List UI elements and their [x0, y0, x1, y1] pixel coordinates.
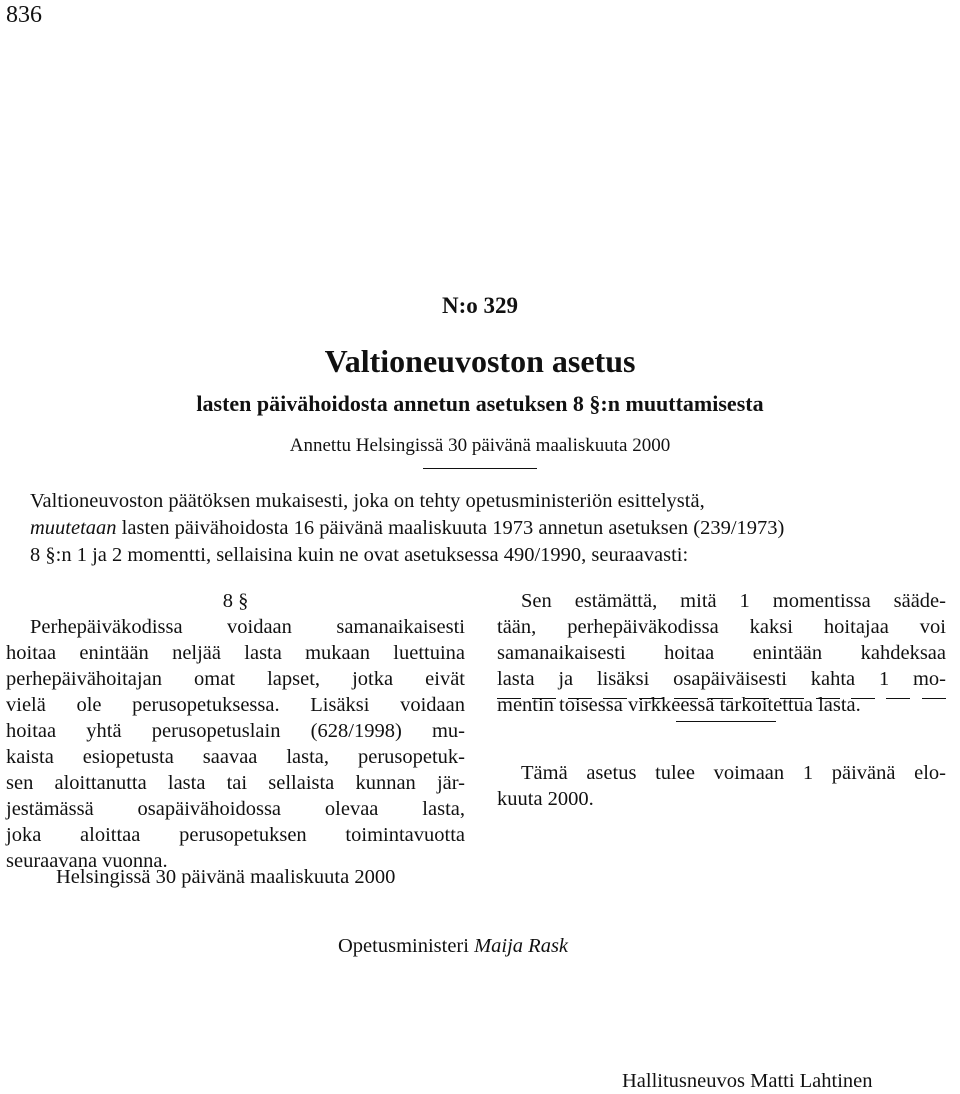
omission-dashes [497, 698, 946, 699]
counsellor-signature: Hallitusneuvos Matti Lahtinen [622, 1070, 873, 1092]
paragraph-line: kaista esiopetusta saavaa lasta, perusopetuk- [6, 746, 465, 768]
document-subtitle: lasten päivähoidosta annetun asetuksen 8 §:n muuttamisesta [196, 391, 764, 416]
paragraph-line: kuuta 2000. [497, 788, 594, 810]
title-divider [423, 468, 537, 469]
paragraph-line: joka aloittaa perusopetuksen toimintavuotta [6, 824, 465, 846]
paragraph-line: lasta ja lisäksi osapäiväisesti kahta 1 mo- [497, 668, 946, 690]
paragraph-line: tään, perhepäiväkodissa kaksi hoitajaa voi [497, 616, 946, 638]
paragraph-line: perhepäivähoitajan omat lapset, jotka eivät [6, 668, 465, 690]
preamble-emphasis: muutetaan [30, 517, 117, 539]
paragraph-line: hoitaa yhtä perusopetuslain (628/1998) mu- [6, 720, 465, 742]
paragraph-line: Perhepäiväkodissa voidaan samanaikaisesti [30, 616, 465, 638]
preamble-line-1: Valtioneuvoston päätöksen mukaisesti, joka on tehty opetusministeriön esittelystä, [30, 490, 705, 512]
paragraph-line: jestämässä osapäivähoidossa olevaa lasta, [6, 798, 465, 820]
paragraph-line: sen aloittanutta lasta tai sellaista kunnan jär- [6, 772, 465, 794]
document-title: Valtioneuvoston asetus [324, 343, 636, 379]
preamble-line-2-rest: lasten päivähoidosta 16 päivänä maaliskuuta 1973 annetun asetuksen (239/1973) [116, 517, 785, 539]
paragraph-line: vielä ole perusopetuksessa. Lisäksi voidaan [6, 694, 465, 716]
minister-name: Maija Rask [474, 935, 569, 957]
paragraph-line: mentin toisessa virkkeessä tarkoitettua lasta. [497, 694, 861, 716]
document-number: N:o 329 [441, 293, 519, 318]
paragraph-line: Sen estämättä, mitä 1 momentissa sääde- [521, 590, 946, 612]
minister-title: Opetusministeri [338, 935, 469, 957]
preamble-line-3: 8 §:n 1 ja 2 momentti, sellaisina kuin ne ovat asetuksessa 490/1990, seuraavasti: [30, 544, 689, 566]
paragraph-line: samanaikaisesti hoitaa enintään kahdeksaa [497, 642, 946, 664]
section-end-divider [676, 721, 776, 722]
preamble-line-2 [30, 515, 936, 542]
preamble [30, 488, 936, 569]
paragraph-line: hoitaa enintään neljää lasta mukaan luettuina [6, 642, 465, 664]
section-paragraph-1 [6, 614, 465, 874]
signature-place-date: Helsingissä 30 päivänä maaliskuuta 2000 [56, 866, 396, 888]
minister-signature [338, 935, 568, 958]
entry-into-force [497, 760, 946, 812]
paragraph-line: Tämä asetus tulee voimaan 1 päivänä elo- [521, 762, 946, 784]
paragraph-line: seuraavana vuonna. [6, 850, 168, 872]
section-heading: 8 § [222, 590, 249, 612]
page-number: 836 [6, 2, 42, 28]
left-column [6, 588, 465, 874]
issued-date-line: Annettu Helsingissä 30 päivänä maaliskuuta 2000 [289, 435, 671, 456]
